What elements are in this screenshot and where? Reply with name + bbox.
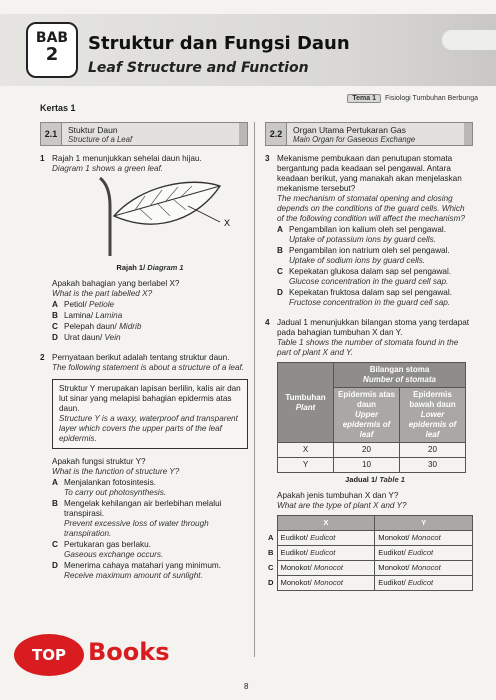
cell-text-en: Eudicot: [407, 578, 434, 587]
option-c[interactable]: [277, 267, 473, 287]
cell-text-ms: Eudikot/: [280, 548, 308, 557]
options-header-x: X: [277, 516, 375, 531]
statement-box: [52, 379, 248, 449]
option-letter: C: [52, 540, 58, 549]
cell-text-en: Eudicot: [407, 548, 434, 557]
left-column: [40, 122, 248, 581]
option-b[interactable]: [277, 246, 473, 266]
option-text-en: Receive maximum amount of sunlight.: [64, 571, 203, 580]
option-cell-x: [277, 546, 375, 561]
option-b[interactable]: [52, 311, 248, 321]
option-letter: B: [52, 311, 58, 320]
option-a[interactable]: [52, 478, 248, 498]
option-cell-x: [277, 531, 375, 546]
option-text-ms: Pertukaran gas berlaku.: [64, 540, 151, 549]
option-text-en: To carry out photosynthesis.: [64, 488, 167, 497]
table-header-count: [334, 363, 466, 388]
question-number: 2: [40, 353, 45, 362]
option-text-ms: Lamina/: [64, 311, 94, 320]
question-number: 3: [265, 154, 270, 163]
table-cell-plant: X: [278, 443, 334, 458]
option-letter: B: [268, 548, 274, 557]
chapter-title-ms: Struktur dan Fungsi Daun: [88, 33, 350, 54]
table-header-lower: [400, 388, 466, 443]
leaf-stem: [100, 178, 110, 256]
option-text-en: Petiole: [89, 300, 115, 309]
section-title-ms: Organ Utama Pertukaran Gas: [293, 125, 406, 135]
section-header-2-1: [40, 122, 248, 146]
theme-text: Fisiologi Tumbuhan Berbunga: [384, 95, 478, 102]
question-text-ms: Pernyataan berikut adalah tentang struktur daun.: [52, 353, 230, 362]
section-title-en: Main Organ for Gaseous Exchange: [293, 135, 416, 144]
table-cell-plant: Y: [278, 458, 334, 473]
question-ask-en: What are the type of plant X and Y?: [277, 501, 407, 510]
option-letter: A: [277, 225, 283, 234]
option-cell-y: [375, 561, 473, 576]
option-c[interactable]: [265, 561, 473, 576]
cell-text-ms: Monokot/: [378, 533, 410, 542]
cell-text-en: Monocot: [313, 578, 344, 587]
header-text-en: Plant: [295, 402, 316, 412]
header-text-en: Number of stomata: [363, 375, 436, 384]
corner-tab: [442, 30, 496, 50]
question-text-en: The following statement is about a structure of a leaf.: [52, 363, 245, 372]
page-number: 8: [244, 682, 249, 691]
header-text-en: Upper epidermis of leaf: [342, 410, 391, 439]
question-text-en: Diagram 1 shows a green leaf.: [52, 164, 164, 173]
cell-text-ms: Eudikot/: [378, 548, 406, 557]
option-text-en: Uptake of potassium ions by guard cells.: [289, 235, 436, 244]
figure-caption: [52, 263, 248, 273]
option-text-ms: Pengambilan ion natrium oleh sel pengawal.: [289, 246, 450, 255]
option-text-ms: Kepekatan glukosa dalam sap sel pengawal.: [289, 267, 452, 276]
option-text-en: Midrib: [119, 322, 142, 331]
option-text-en: Vein: [104, 333, 121, 342]
option-text-ms: Pengambilan ion kalium oleh sel pengawal.: [289, 225, 447, 234]
option-text-en: Prevent excessive loss of water through transpiration.: [64, 519, 209, 538]
question-ask-en: What is the part labelled X?: [52, 289, 153, 298]
option-d[interactable]: [52, 333, 248, 343]
option-c[interactable]: [52, 322, 248, 332]
option-cell-x: [277, 576, 375, 591]
cell-text-en: Monocot: [313, 563, 344, 572]
question-body: [277, 154, 473, 308]
table-header-plant: [278, 363, 334, 443]
section-header-2-2: [265, 122, 473, 146]
option-letter: C: [52, 322, 58, 331]
header-text-ms: Epidermis bawah daun: [409, 390, 456, 409]
table-cell-upper: 10: [334, 458, 400, 473]
cell-text-en: Eudicot: [310, 548, 336, 557]
option-text-ms: Pelepah daun/: [64, 322, 117, 331]
section-title-box: [62, 122, 248, 146]
option-text-en: Fructose concentration in the guard cell sap.: [289, 298, 451, 307]
question-1: [40, 154, 248, 343]
figure-caption-en: Diagram 1: [147, 263, 184, 272]
question-text-en: The mechanism of stomatal opening and closing depends on the conditions of the guard cells. Which of the following condition will affect the mechanism?: [277, 194, 465, 223]
option-text-ms: Mengelak kehilangan air berlebihan melalui transpirasi.: [64, 499, 222, 518]
option-text-ms: Menjalankan fotosintesis.: [64, 478, 156, 487]
cell-text-en: Monocot: [411, 563, 441, 572]
question-text-en: Table 1 shows the number of stomata found in the part of plant X and Y.: [277, 338, 459, 357]
option-a[interactable]: [277, 225, 473, 245]
option-d[interactable]: [52, 561, 248, 581]
question-ask-ms: Apakah fungsi struktur Y?: [52, 457, 146, 466]
figure-caption-ms: Rajah 1/: [116, 263, 146, 272]
option-cell-y: [375, 531, 473, 546]
option-b[interactable]: [52, 499, 248, 539]
option-b[interactable]: [265, 546, 473, 561]
option-text-ms: Urat daun/: [64, 333, 103, 342]
option-letter: C: [277, 267, 283, 276]
option-text-en: Gaseous exchange occurs.: [64, 550, 164, 559]
option-letter: C: [268, 563, 274, 572]
question-4-ask: [277, 491, 473, 511]
header-text-en: Lower epidermis of leaf: [408, 410, 457, 439]
option-a[interactable]: [52, 300, 248, 310]
option-letter: D: [277, 288, 283, 297]
option-a[interactable]: [265, 531, 473, 546]
option-letter: D: [52, 561, 58, 570]
header-text-ms: Bilangan stoma: [369, 365, 430, 374]
question-2-ask: [52, 457, 248, 581]
cell-text-ms: Eudikot/: [378, 578, 406, 587]
option-letter: D: [268, 578, 274, 587]
cell-text-en: Eudicot: [310, 533, 336, 542]
logo-books-text: Books: [88, 638, 170, 666]
section-title-ms: Stuktur Daun: [68, 125, 118, 135]
question-body: [52, 353, 248, 373]
statement-en: Structure Y is a waxy, waterproof and transparent layer which covers the upper parts of the leaf epidermis.: [59, 414, 238, 443]
option-letter: D: [52, 333, 58, 342]
option-cell-x: [277, 561, 375, 576]
question-3: [265, 154, 473, 308]
option-d[interactable]: [265, 576, 473, 591]
table-row: [278, 458, 466, 473]
label-x: X: [224, 218, 231, 228]
logo-top-circle: TOP: [14, 634, 84, 676]
option-letter: A: [268, 533, 274, 542]
question-number: 1: [40, 154, 45, 163]
cell-text-ms: Monokot/: [378, 563, 410, 572]
section-title-en: Structure of a Leaf: [68, 135, 133, 144]
question-ask-en: What is the function of structure Y?: [52, 467, 180, 476]
question-text-ms: Jadual 1 menunjukkan bilangan stoma yang terdapat pada bahagian tumbuhan X dan Y.: [277, 318, 470, 337]
question-text-ms: Mekanisme pembukaan dan penutupan stomata bergantung pada keadaan sel pengawal. Antara keadaan berikut, yang manakah akan menjelaskan mekanisme tersebut?: [277, 154, 462, 193]
option-text-ms: Petiol/: [64, 300, 87, 309]
question-2: [40, 353, 248, 373]
topbooks-logo: [14, 634, 192, 676]
header-text-ms: Tumbuhan: [285, 392, 326, 402]
option-text-ms: Kepekatan fruktosa dalam sap sel pengawal.: [289, 288, 452, 297]
cell-text-ms: Monokot/: [280, 578, 312, 587]
table-cell-upper: 20: [334, 443, 400, 458]
question-number: 4: [265, 318, 270, 327]
statement-ms: Struktur Y merupakan lapisan berlilin, kalis air dan lut sinar yang melapisi bahagian epidermis atas daun.: [59, 384, 241, 413]
table-caption-ms: Jadual 1/: [345, 475, 378, 484]
cell-text-ms: Eudikot/: [280, 533, 308, 542]
question-4: [265, 318, 473, 358]
question-body: [277, 318, 473, 358]
option-cell-y: [375, 546, 473, 561]
option-text-en: Lamina: [95, 311, 123, 320]
option-text-ms: Menerima cahaya matahari yang minimum.: [64, 561, 221, 570]
option-text-en: Uptake of sodium ions by guard cells.: [289, 256, 426, 265]
stomata-table: [277, 362, 466, 473]
theme-row: [347, 94, 478, 103]
question-body: [52, 154, 248, 343]
table-cell-lower: 30: [400, 458, 466, 473]
option-letter: B: [277, 246, 283, 255]
answer-options-table: [265, 515, 473, 591]
right-column: [265, 122, 473, 591]
options-header-y: Y: [375, 516, 473, 531]
option-letter: A: [52, 300, 58, 309]
leaf-diagram: [70, 176, 240, 256]
question-ask-ms: Apakah jenis tumbuhan X dan Y?: [277, 491, 399, 500]
column-divider: [254, 122, 255, 657]
paper-heading: Kertas 1: [40, 103, 76, 113]
option-letter: B: [52, 499, 58, 508]
question-text-ms: Rajah 1 menunjukkan sehelai daun hijau.: [52, 154, 202, 163]
option-cell-y: [375, 576, 473, 591]
table-header-upper: [334, 388, 400, 443]
table-caption-en: Table 1: [379, 475, 405, 484]
chapter-number: 2: [45, 44, 59, 65]
theme-badge: Tema 1: [347, 94, 381, 103]
label-pointer: [188, 206, 220, 222]
cell-text-ms: Monokot/: [280, 563, 312, 572]
table-cell-lower: 20: [400, 443, 466, 458]
option-d[interactable]: [277, 288, 473, 308]
option-letter: A: [52, 478, 58, 487]
leaf-blade: [114, 182, 220, 224]
section-title-box: [287, 122, 473, 146]
question-ask-ms: Apakah bahagian yang berlabel X?: [52, 279, 180, 288]
chapter-word: BAB: [35, 30, 69, 46]
blank-cell: [265, 516, 277, 531]
header-text-ms: Epidermis atas daun: [338, 390, 395, 409]
section-number: 2.2: [265, 122, 287, 146]
option-c[interactable]: [52, 540, 248, 560]
chapter-title-en: Leaf Structure and Function: [88, 60, 309, 76]
section-number: 2.1: [40, 122, 62, 146]
cell-text-en: Monocot: [411, 533, 441, 542]
table-caption: [277, 475, 473, 485]
chapter-badge: [26, 22, 78, 78]
table-row: [278, 443, 466, 458]
option-text-en: Glucose concentration in the guard cell sap.: [289, 277, 449, 286]
